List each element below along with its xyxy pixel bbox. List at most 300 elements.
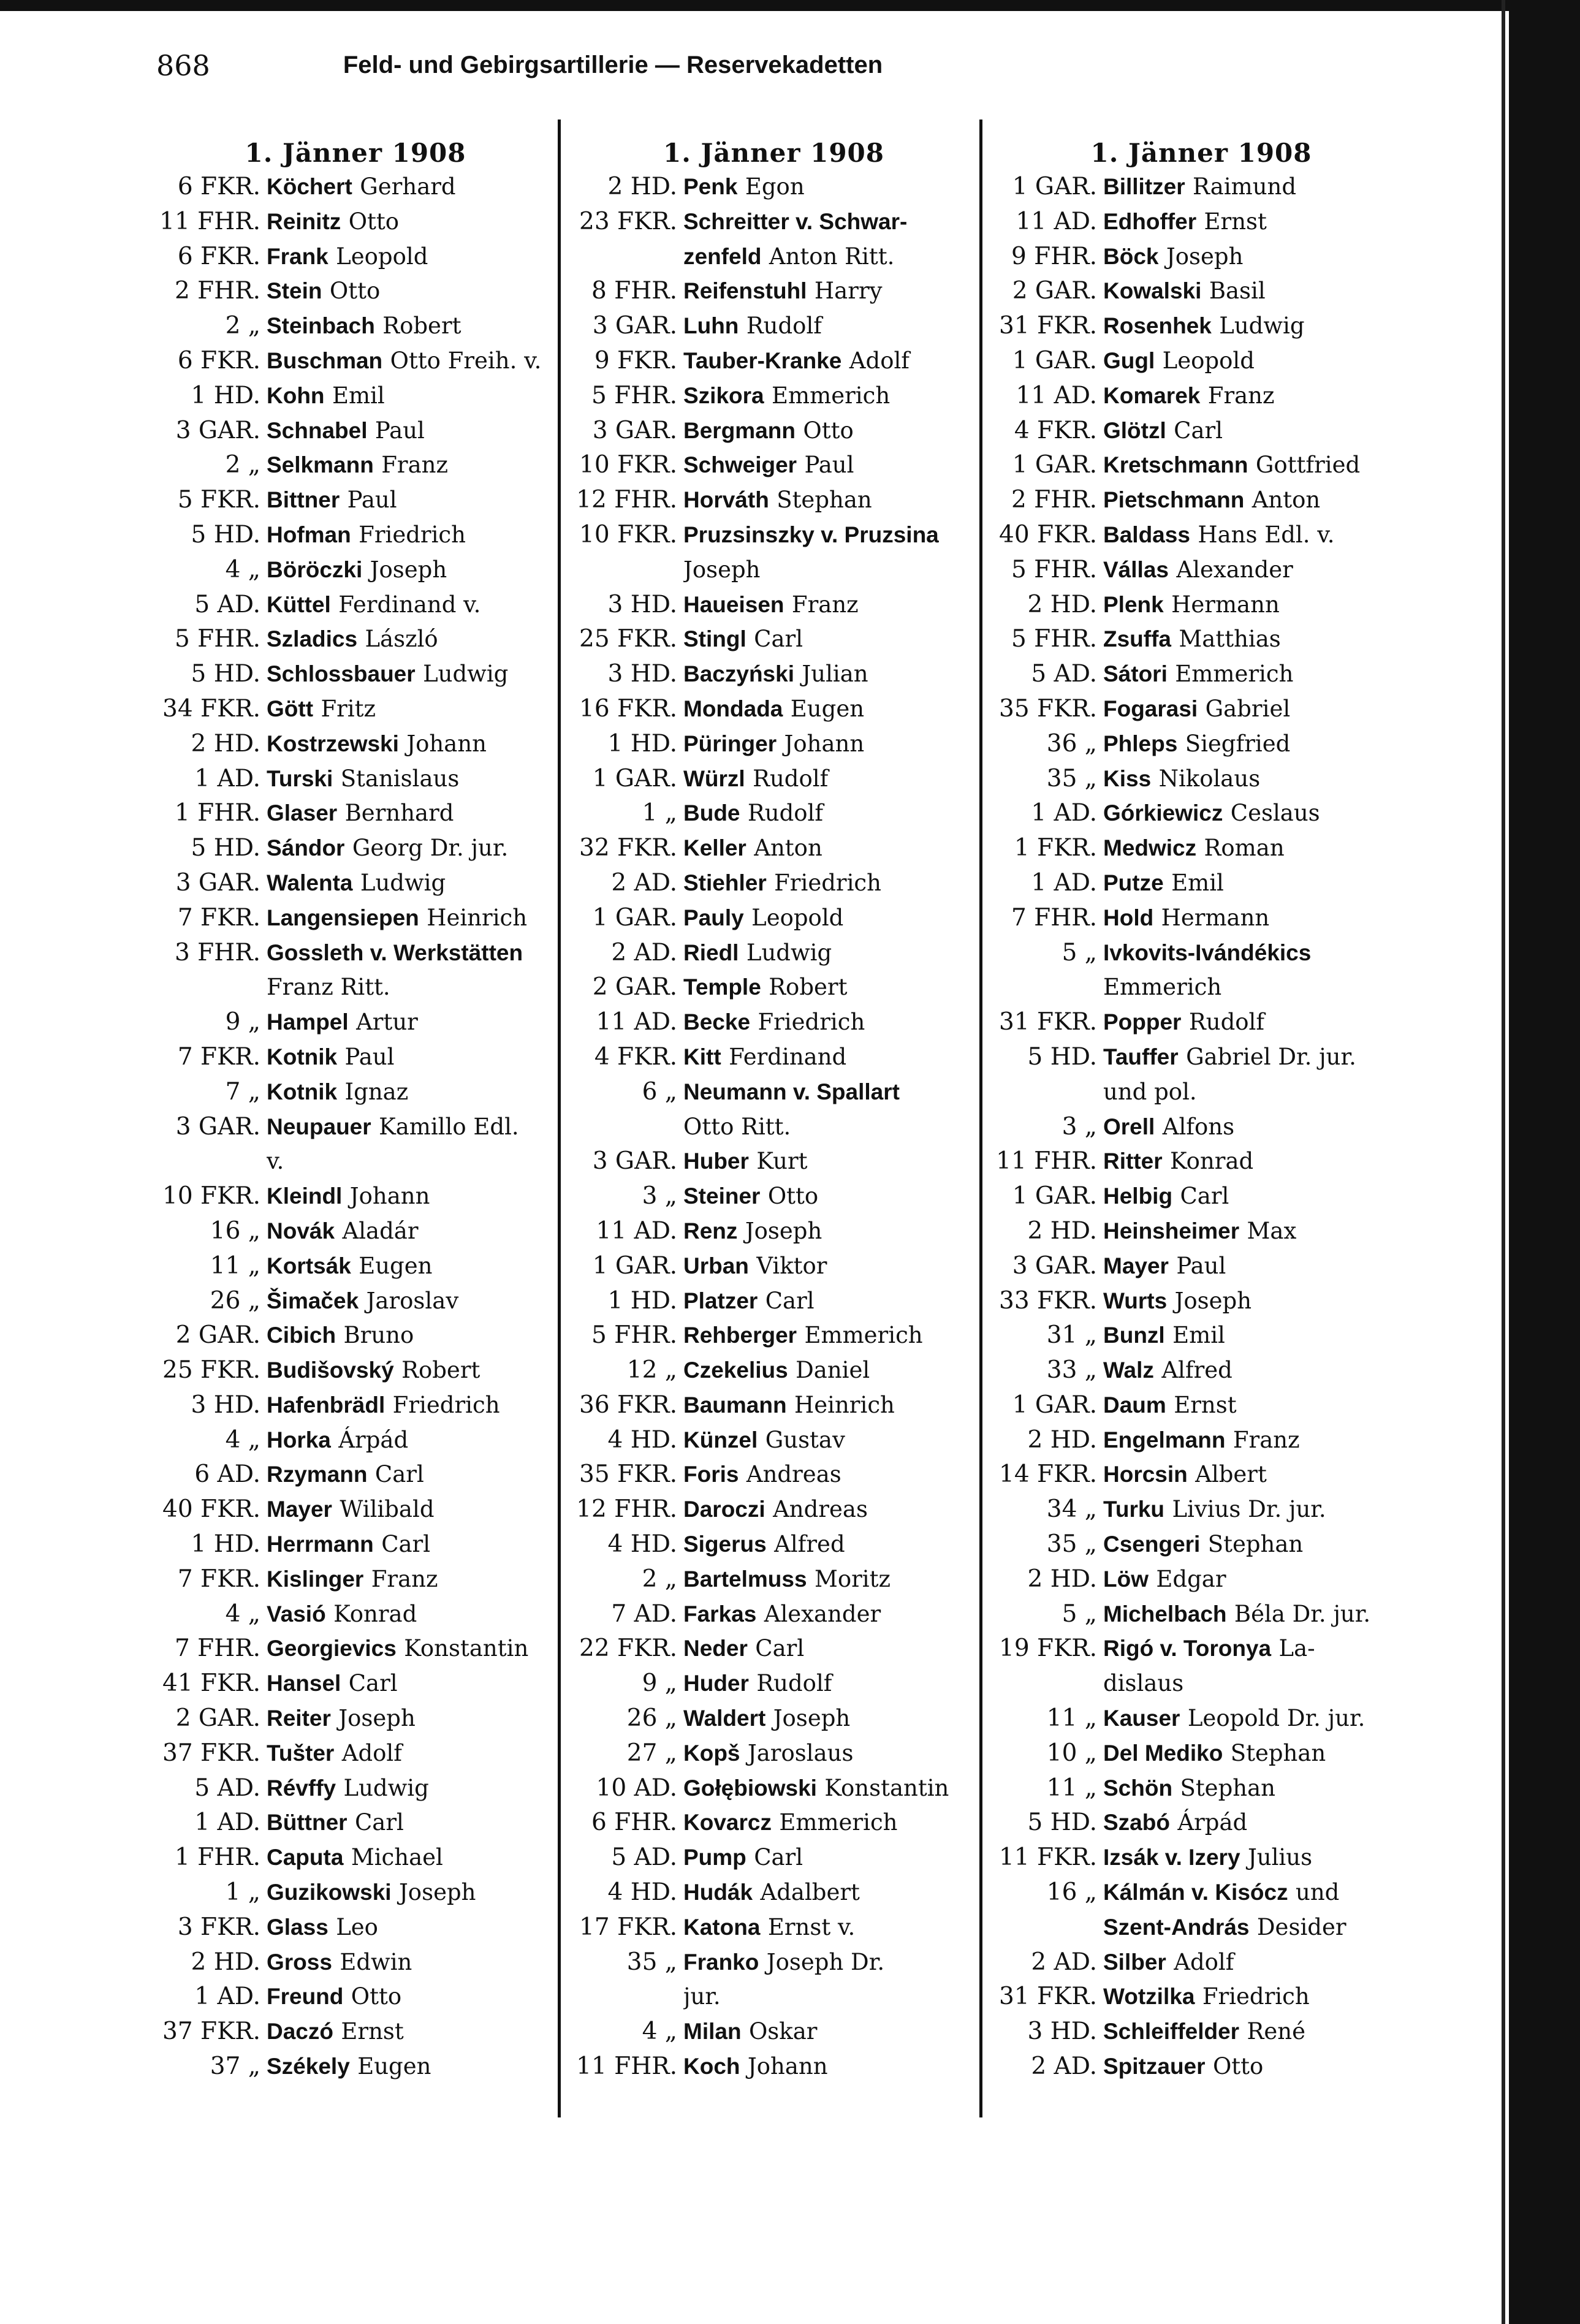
list-item <box>150 1666 561 1701</box>
unit-label: 41 FKR. <box>162 1669 260 1698</box>
unit-label: 2 HD. <box>191 729 260 758</box>
given-name: Roman <box>1204 835 1285 862</box>
surname: Hold <box>1103 905 1154 930</box>
unit-label: 2 FHR. <box>1011 486 1097 514</box>
name-entry <box>1103 1110 1416 1145</box>
unit-label: 10 FKR. <box>162 1182 260 1210</box>
name-entry <box>267 1075 561 1110</box>
given-name: Franz Ritt. <box>267 974 390 1001</box>
list-item <box>150 1771 561 1806</box>
name-entry <box>683 1666 981 1701</box>
surname: Bunzl <box>1103 1323 1165 1348</box>
name-entry <box>1103 1075 1416 1110</box>
name-entry <box>1103 1910 1416 1945</box>
given-name: Johann <box>349 1183 430 1210</box>
given-name: Carl <box>754 1844 803 1871</box>
name-entry <box>683 936 981 971</box>
column-1 <box>150 138 561 2084</box>
list-item <box>567 1736 981 1771</box>
list-item <box>987 727 1416 762</box>
list-item <box>150 692 561 727</box>
list-item <box>150 1736 561 1771</box>
name-entry <box>1103 692 1416 727</box>
name-entry <box>1103 1527 1416 1562</box>
name-entry <box>683 1318 981 1353</box>
unit-label: 8 FHR. <box>591 277 677 305</box>
given-name: Andreas <box>773 1496 868 1523</box>
list-item <box>987 588 1416 623</box>
name-entry <box>267 1840 561 1875</box>
unit-label: 2 „ <box>642 1565 677 1593</box>
given-name: Gabriel Dr. jur. <box>1186 1043 1356 1070</box>
surname: Baczyński <box>683 661 794 687</box>
given-name: Otto <box>351 1983 402 2010</box>
given-name: La- <box>1278 1635 1315 1662</box>
given-name: Stephan <box>1207 1531 1304 1558</box>
surname: Czekelius <box>683 1358 788 1383</box>
name-entry <box>683 1423 981 1458</box>
name-entry <box>267 309 561 344</box>
name-entry <box>683 1005 981 1040</box>
given-name: Eugen <box>790 695 865 722</box>
given-name: Ernst v. <box>767 1913 856 1940</box>
name-entry <box>683 622 981 657</box>
surname: Milan <box>683 2019 742 2045</box>
list-item <box>987 1631 1416 1666</box>
list-item <box>567 866 981 901</box>
name-entry <box>267 1875 561 1910</box>
name-entry <box>1103 1666 1416 1701</box>
list-item <box>567 1527 981 1562</box>
unit-label: 1 GAR. <box>1012 1391 1097 1419</box>
given-name: Paul <box>347 487 397 514</box>
given-name: Joseph <box>1166 243 1244 270</box>
list-item <box>150 866 561 901</box>
name-entry <box>683 831 981 866</box>
name-entry <box>683 762 981 797</box>
unit-label: 3 GAR. <box>175 416 260 444</box>
unit-label: 3 GAR. <box>592 416 677 444</box>
name-entry <box>267 1353 561 1388</box>
name-entry <box>267 1527 561 1562</box>
list-item <box>567 309 981 344</box>
given-name: Edwin <box>340 1948 412 1975</box>
surname: Mayer <box>267 1497 332 1522</box>
list-item <box>987 1005 1416 1040</box>
name-entry <box>1103 1597 1416 1632</box>
list-item <box>567 727 981 762</box>
given-name: Emil <box>1171 869 1224 896</box>
name-entry <box>267 1144 561 1179</box>
surname: Engelmann <box>1103 1427 1226 1452</box>
surname: Katona <box>683 1914 761 1940</box>
name-entry <box>1103 588 1416 623</box>
name-entry <box>683 483 981 518</box>
given-name: Nikolaus <box>1158 765 1261 792</box>
list-item <box>567 1040 981 1075</box>
unit-label: 11 AD. <box>596 1217 677 1245</box>
given-name: Heinrich <box>794 1391 895 1418</box>
name-entry <box>267 901 561 936</box>
name-entry <box>683 1701 981 1736</box>
surname: Künzel <box>683 1427 758 1452</box>
unit-label: 7 FHR. <box>1011 903 1097 932</box>
name-entry <box>683 657 981 692</box>
name-entry <box>267 1980 561 2015</box>
list-item <box>567 1423 981 1458</box>
name-entry <box>267 762 561 797</box>
surname: Daum <box>1103 1392 1166 1418</box>
name-entry <box>1103 1701 1416 1736</box>
given-name: Eugen <box>357 2053 431 2080</box>
list-item <box>150 2049 561 2084</box>
name-entry <box>683 2049 981 2084</box>
given-name: Joseph Dr. <box>766 1948 885 1975</box>
given-name: Otto <box>803 417 854 444</box>
name-entry <box>267 1214 561 1249</box>
name-entry <box>683 553 981 588</box>
given-name: Egon <box>745 173 805 200</box>
list-item <box>567 1284 981 1319</box>
unit-label: 40 FKR. <box>162 1495 260 1524</box>
list-item <box>987 1806 1416 1840</box>
surname: Sátori <box>1103 661 1168 687</box>
name-entry <box>267 1666 561 1701</box>
name-entry <box>1103 2049 1416 2084</box>
unit-label: 35 „ <box>626 1948 677 1976</box>
given-name: Heinrich <box>427 904 528 931</box>
list-item <box>567 1353 981 1388</box>
page-title: Feld- und Gebirgsartillerie — Reservekadetten <box>343 51 883 78</box>
given-name: Oskar <box>748 2018 818 2045</box>
list-item <box>987 1214 1416 1249</box>
surname: Mondada <box>683 696 783 721</box>
list-item <box>987 205 1416 240</box>
list-item <box>150 344 561 379</box>
unit-label: 4 HD. <box>607 1878 677 1907</box>
list-item <box>987 448 1416 483</box>
surname: Kleindl <box>267 1183 343 1209</box>
given-name: Konrad <box>1170 1148 1254 1175</box>
given-name: Siegfried <box>1185 730 1291 757</box>
list-item <box>150 1284 561 1319</box>
unit-label: 5 FHR. <box>591 1321 677 1350</box>
name-entry <box>683 344 981 379</box>
surname: Rehberger <box>683 1323 797 1348</box>
given-name: René <box>1247 2018 1305 2045</box>
given-name: Otto <box>348 208 400 235</box>
name-entry <box>1103 1040 1416 1075</box>
given-name: Robert <box>382 313 461 340</box>
name-entry <box>683 1736 981 1771</box>
name-entry <box>267 483 561 518</box>
name-entry <box>1103 240 1416 275</box>
surname: Ivkovits-Ivándékics <box>1103 940 1312 965</box>
given-name: Rudolf <box>747 800 824 827</box>
list-item <box>987 240 1416 275</box>
surname: Glaser <box>267 800 338 826</box>
list-item <box>987 622 1416 657</box>
name-entry <box>267 831 561 866</box>
surname: Sándor <box>267 835 345 861</box>
list-item <box>150 1318 561 1353</box>
list-item <box>150 796 561 831</box>
list-item <box>150 657 561 692</box>
unit-label: 3 GAR. <box>175 1112 260 1141</box>
given-name: Julian <box>802 661 868 688</box>
unit-label: 10 FKR. <box>579 451 677 479</box>
unit-label: 5 HD. <box>191 660 260 688</box>
given-name: Emmerich <box>772 382 891 409</box>
name-entry <box>267 588 561 623</box>
name-entry <box>683 240 981 275</box>
given-name: Carl <box>381 1531 431 1558</box>
list-item <box>150 588 561 623</box>
surname: Farkas <box>683 1601 757 1627</box>
unit-label: 22 FKR. <box>579 1635 677 1663</box>
list-item <box>987 553 1416 588</box>
list-item <box>567 1318 981 1353</box>
surname: Szabó <box>1103 1810 1170 1836</box>
entry-list <box>150 170 561 2084</box>
name-entry <box>1103 1875 1416 1910</box>
unit-label: 3 GAR. <box>175 868 260 897</box>
list-item <box>987 2015 1416 2049</box>
given-name: Stephan <box>1180 1774 1275 1801</box>
given-name: Jaroslaus <box>747 1739 854 1766</box>
list-item <box>150 1945 561 1980</box>
surname: Neder <box>683 1636 748 1661</box>
unit-label: 31 FKR. <box>999 312 1097 340</box>
list-item <box>567 344 981 379</box>
name-entry <box>683 1249 981 1284</box>
name-entry <box>683 1075 981 1110</box>
unit-label: 1 GAR. <box>1012 451 1097 479</box>
surname: Würzl <box>683 765 745 791</box>
unit-label: 5 FHR. <box>1011 625 1097 653</box>
name-entry <box>683 727 981 762</box>
surname: Selkmann <box>267 452 374 478</box>
given-name: Matthias <box>1179 626 1281 653</box>
unit-label: 7 AD. <box>611 1600 677 1628</box>
name-entry <box>1103 1806 1416 1840</box>
given-name: Emmerich <box>779 1809 898 1836</box>
surname: Szladics <box>267 626 358 652</box>
unit-label: 35 „ <box>1046 764 1097 792</box>
column-title: 1. Jänner 1908 <box>663 138 884 168</box>
unit-label: 1 GAR. <box>1012 1182 1097 1210</box>
surname: Pietschmann <box>1103 487 1245 513</box>
name-entry <box>1103 727 1416 762</box>
surname: Kauser <box>1103 1706 1180 1731</box>
given-name: und pol. <box>1103 1078 1197 1105</box>
list-item <box>987 866 1416 901</box>
name-entry <box>683 448 981 483</box>
surname: Pauly <box>683 905 744 930</box>
name-entry <box>683 170 981 205</box>
unit-label: 7 FKR. <box>177 1565 260 1593</box>
name-entry <box>1103 553 1416 588</box>
given-name: Rudolf <box>753 765 829 792</box>
surname: Horka <box>267 1427 331 1452</box>
given-name: Fritz <box>321 695 376 722</box>
list-item <box>567 1005 981 1040</box>
given-name: Carl <box>765 1287 815 1314</box>
given-name: Carl <box>1174 417 1223 444</box>
unit-label: 1 AD. <box>194 1809 260 1837</box>
list-item <box>987 1249 1416 1284</box>
list-item <box>567 762 981 797</box>
surname: Mayer <box>1103 1253 1169 1278</box>
name-entry <box>683 588 981 623</box>
given-name: Ernst <box>341 2018 404 2045</box>
unit-label: 19 FKR. <box>999 1635 1097 1663</box>
list-item <box>567 1457 981 1492</box>
surname: Caputa <box>267 1845 344 1870</box>
surname: Böröczki <box>267 556 363 582</box>
given-name: Stephan <box>1230 1739 1326 1766</box>
given-name: Moritz <box>814 1565 891 1592</box>
given-name: Alfred <box>774 1531 845 1558</box>
unit-label: 1 HD. <box>191 381 260 409</box>
given-name: Ferdinand <box>729 1043 847 1070</box>
list-item <box>150 553 561 588</box>
unit-label: 12 FHR. <box>576 1495 677 1524</box>
list-item <box>567 1492 981 1527</box>
surname: Renz <box>683 1218 738 1244</box>
name-entry <box>267 936 561 971</box>
unit-label: 2 GAR. <box>1012 277 1097 305</box>
surname: Neumann v. Spallart <box>683 1079 900 1104</box>
given-name: Franz <box>1207 382 1275 409</box>
unit-label: 9 FHR. <box>1011 242 1097 270</box>
unit-label: 2 HD. <box>1027 1426 1097 1454</box>
name-entry <box>683 309 981 344</box>
unit-label: 6 „ <box>642 1077 677 1106</box>
given-name: Robert <box>769 974 848 1001</box>
given-name: Adolf <box>849 347 910 374</box>
unit-label: 4 „ <box>225 555 260 583</box>
surname: Szent-András <box>1103 1914 1250 1940</box>
list-item <box>567 1631 981 1666</box>
surname: Schweiger <box>683 452 797 478</box>
given-name: Julius <box>1247 1844 1313 1871</box>
unit-label: 2 FHR. <box>174 277 260 305</box>
surname: Keller <box>683 835 746 861</box>
surname: Baumann <box>683 1392 787 1418</box>
column-title: 1. Jänner 1908 <box>1090 138 1312 168</box>
unit-label: 7 FHR. <box>174 1635 260 1663</box>
list-item <box>987 309 1416 344</box>
name-entry <box>1103 796 1416 831</box>
given-name: Wilibald <box>340 1496 435 1523</box>
surname: Buschman <box>267 347 383 373</box>
list-item <box>150 1631 561 1666</box>
surname: Szikora <box>683 382 764 408</box>
unit-label: 3 FHR. <box>174 938 260 966</box>
name-entry <box>1103 483 1416 518</box>
column-2 <box>567 138 981 2084</box>
surname: Schön <box>1103 1775 1173 1801</box>
list-item <box>567 1910 981 1945</box>
name-entry <box>683 518 981 553</box>
given-name: Otto <box>767 1183 819 1210</box>
list-item <box>567 1214 981 1249</box>
list-item <box>987 1492 1416 1527</box>
unit-label: 4 „ <box>225 1600 260 1628</box>
list-item <box>987 1701 1416 1736</box>
given-name: Alfred <box>1161 1357 1232 1384</box>
surname: Zsuffa <box>1103 626 1171 652</box>
list-item <box>567 970 981 1005</box>
scan-border-right <box>1509 11 1580 2324</box>
list-item <box>150 1040 561 1075</box>
surname: Walenta <box>267 870 353 895</box>
surname: Huder <box>683 1671 749 1696</box>
given-name: Carl <box>754 626 803 653</box>
list-item <box>150 1388 561 1423</box>
name-entry <box>267 1597 561 1632</box>
surname: Gross <box>267 1949 332 1975</box>
unit-label: 2 GAR. <box>175 1321 260 1350</box>
list-item <box>987 1179 1416 1214</box>
name-entry <box>1103 274 1416 309</box>
unit-label: 2 AD. <box>611 938 677 966</box>
given-name: Rudolf <box>756 1670 832 1697</box>
unit-label: 11 „ <box>1046 1774 1097 1802</box>
unit-label: 32 FKR. <box>579 834 677 862</box>
name-entry <box>1103 379 1416 414</box>
unit-label: 1 HD. <box>191 1530 260 1559</box>
list-item <box>150 622 561 657</box>
list-item <box>150 1527 561 1562</box>
name-entry <box>1103 936 1416 971</box>
surname: Vasió <box>267 1601 326 1627</box>
surname: Révffy <box>267 1775 336 1801</box>
given-name: Gustav <box>765 1426 845 1453</box>
surname: Huber <box>683 1149 749 1174</box>
given-name: Artur <box>356 1009 418 1036</box>
given-name: Bruno <box>343 1322 414 1349</box>
unit-label: 5 „ <box>1062 1600 1097 1628</box>
unit-label: 3 HD. <box>607 590 677 618</box>
unit-label: 2 AD. <box>611 868 677 897</box>
list-item <box>567 553 981 588</box>
name-entry <box>683 1388 981 1423</box>
given-name: Franz <box>381 452 448 479</box>
column-title: 1. Jänner 1908 <box>245 138 466 168</box>
unit-label: 31 „ <box>1046 1321 1097 1350</box>
name-entry <box>683 1597 981 1632</box>
unit-label: 5 FKR. <box>177 486 260 514</box>
given-name: Rudolf <box>746 313 822 340</box>
name-entry <box>267 2049 561 2084</box>
list-item <box>567 1945 981 1980</box>
surname: Herrmann <box>267 1532 374 1557</box>
name-entry <box>267 1284 561 1319</box>
surname: Kotnik <box>267 1044 338 1069</box>
unit-label: 7 „ <box>225 1077 260 1106</box>
unit-label: 10 „ <box>1046 1739 1097 1767</box>
name-entry <box>683 1806 981 1840</box>
name-entry <box>1103 1492 1416 1527</box>
surname: Kitt <box>683 1044 721 1069</box>
list-item <box>567 1249 981 1284</box>
surname: Kostrzewski <box>267 731 399 756</box>
surname: Kortsák <box>267 1253 351 1278</box>
given-name: Adolf <box>1174 1948 1234 1975</box>
surname: Spitzauer <box>1103 2054 1206 2079</box>
